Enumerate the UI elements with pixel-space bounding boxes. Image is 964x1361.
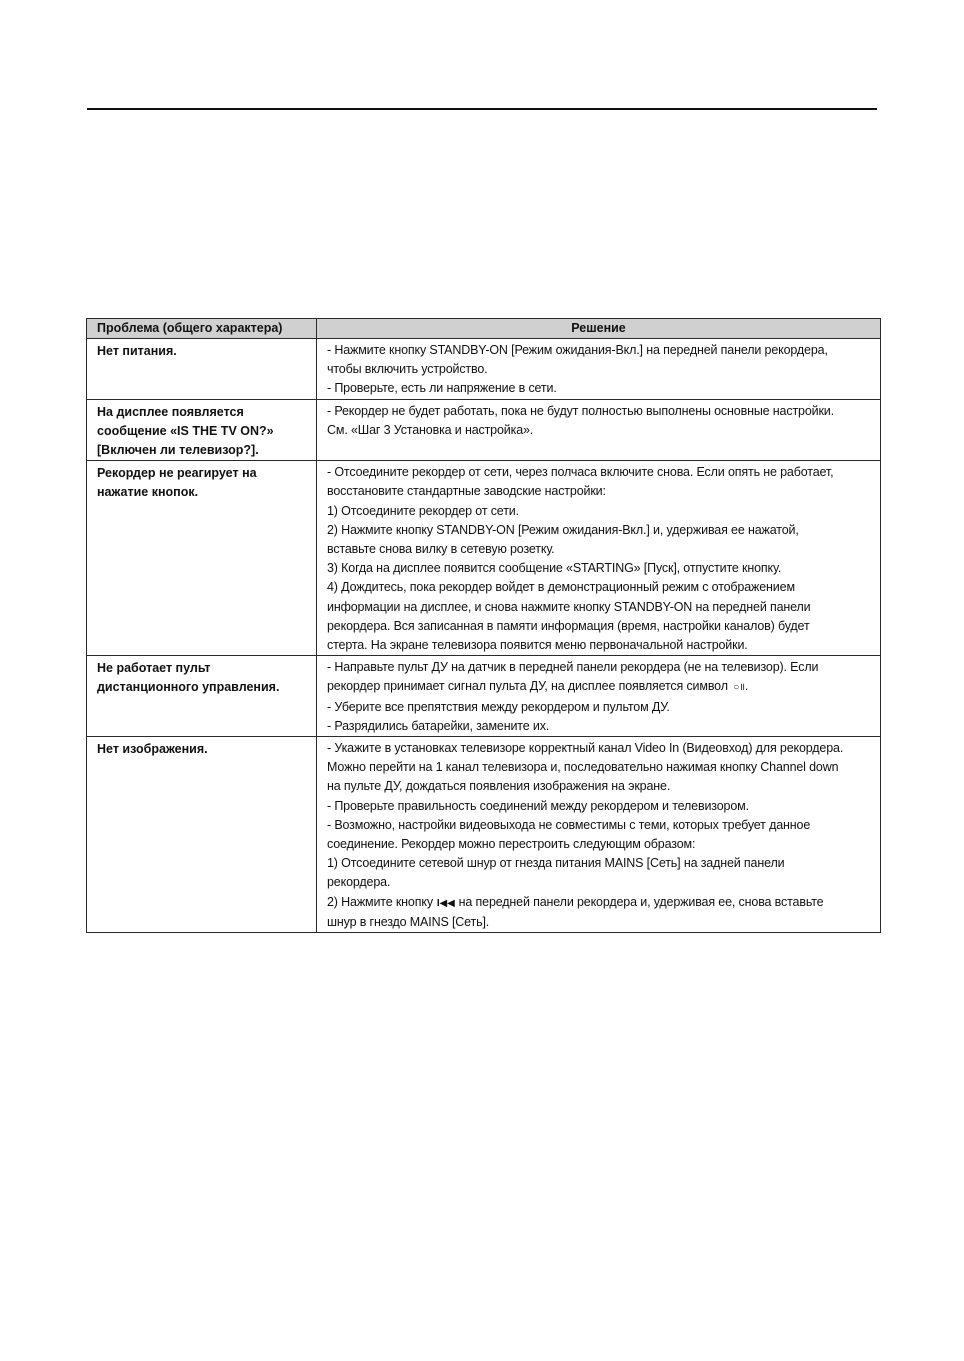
standby-power-symbol-icon: ○॥	[733, 682, 745, 694]
table-row	[87, 461, 881, 656]
problem-text: дистанционного управления.	[97, 680, 280, 695]
skip-back-icon: I◀◀	[436, 897, 455, 909]
solution-line-text: 2) Нажмите кнопку	[327, 894, 433, 909]
problem-text: Не работает пульт	[97, 661, 211, 676]
solution-line: соединение. Рекордер можно перестроить следующим образом:	[327, 837, 696, 852]
table-header-row	[87, 319, 881, 339]
solution-line: восстановите стандартные заводские настройки:	[327, 484, 606, 499]
solution-line: 1) Отсоедините сетевой шнур от гнезда питания MAINS [Сеть] на задней панели	[327, 856, 785, 871]
solution-cell	[317, 399, 881, 461]
solution-line: рекордера.	[327, 875, 391, 890]
solution-line: - Укажите в установках телевизоре корректный канал Video In (Видеовход) для рекордера.	[327, 741, 844, 756]
table-row	[87, 399, 881, 461]
solution-line: - Отсоедините рекордер от сети, через полчаса включите снова. Если опять не работает,	[327, 465, 834, 480]
solution-line: рекордера. Вся записанная в памяти информация (время, настройки каналов) будет	[327, 618, 810, 633]
solution-line: - Направьте пульт ДУ на датчик в передней панели рекордера (не на телевизор). Если	[327, 660, 819, 675]
troubleshooting-table	[86, 318, 881, 933]
solution-line: См. «Шаг 3 Установка и настройка».	[327, 422, 534, 437]
solution-line: 4) Дождитесь, пока рекордер войдет в демонстрационный режим с отображением	[327, 580, 795, 595]
solution-line: информации на дисплее, и снова нажмите кнопку STANDBY-ON на передней панели	[327, 599, 811, 614]
solution-cell	[317, 461, 881, 656]
solution-line: - Рекордер не будет работать, пока не будут полностью выполнены основные настройки.	[327, 403, 834, 418]
solution-line	[327, 677, 876, 697]
problem-cell	[87, 461, 317, 656]
solution-line: - Разрядились батарейки, замените их.	[327, 718, 550, 733]
solution-cell	[317, 656, 881, 737]
symbol-suffix: .	[744, 679, 749, 694]
problem-cell	[87, 737, 317, 933]
table-row	[87, 737, 881, 933]
top-horizontal-rule	[87, 108, 877, 110]
problem-text: На дисплее появляется	[97, 404, 244, 419]
problem-text: Нет питания.	[97, 344, 177, 358]
solution-cell	[317, 737, 881, 933]
solution-line: - Уберите все препятствия между рекордером и пультом ДУ.	[327, 699, 670, 714]
problem-column-header: Проблема (общего характера)	[87, 319, 317, 339]
solution-line: 1) Отсоедините рекордер от сети.	[327, 503, 519, 518]
problem-text: Рекордер не реагирует на	[97, 466, 257, 481]
solution-line: стерта. На экране телевизора появится меню первоначальной настройки.	[327, 638, 748, 653]
solution-line: 2) Нажмите кнопку STANDBY-ON [Режим ожидания-Вкл.] и, удерживая ее нажатой,	[327, 522, 799, 537]
solution-line: вставьте снова вилку в сетевую розетку.	[327, 542, 555, 557]
table-row	[87, 656, 881, 737]
solution-line: чтобы включить устройство.	[327, 362, 488, 377]
solution-line: - Возможно, настройки видеовыхода не совместимы с теми, которых требует данное	[327, 817, 811, 832]
solution-line	[327, 893, 876, 913]
table-row	[87, 339, 881, 400]
problem-text: сообщение «IS THE TV ON?»	[97, 423, 274, 438]
solution-line: - Проверьте правильность соединений между рекордером и телевизором.	[327, 798, 749, 813]
problem-cell	[87, 656, 317, 737]
solution-line: шнур в гнездо MAINS [Сеть].	[327, 914, 490, 929]
solution-line: Можно перейти на 1 канал телевизора и, последовательно нажимая кнопку Channel down	[327, 760, 839, 775]
problem-text: Нет изображения.	[97, 742, 208, 757]
solution-line-text: рекордер принимает сигнал пульта ДУ, на дисплее появляется символ	[327, 679, 728, 694]
problem-text: [Включен ли телевизор?].	[97, 443, 259, 458]
solution-line: на пульте ДУ, дождаться появления изображения на экране.	[327, 779, 671, 794]
solution-line: - Проверьте, есть ли напряжение в сети.	[327, 381, 557, 396]
solution-column-header: Решение	[317, 319, 881, 339]
problem-cell	[87, 399, 317, 461]
solution-line: 3) Когда на дисплее появится сообщение «STARTING» [Пуск], отпустите кнопку.	[327, 561, 782, 576]
solution-cell	[317, 339, 881, 400]
problem-text: нажатие кнопок.	[97, 485, 199, 500]
solution-line-text: на передней панели рекордера и, удерживая ее, снова вставьте	[458, 894, 824, 909]
solution-line: - Нажмите кнопку STANDBY-ON [Режим ожидания-Вкл.] на передней панели рекордера,	[327, 343, 828, 357]
problem-cell	[87, 339, 317, 400]
